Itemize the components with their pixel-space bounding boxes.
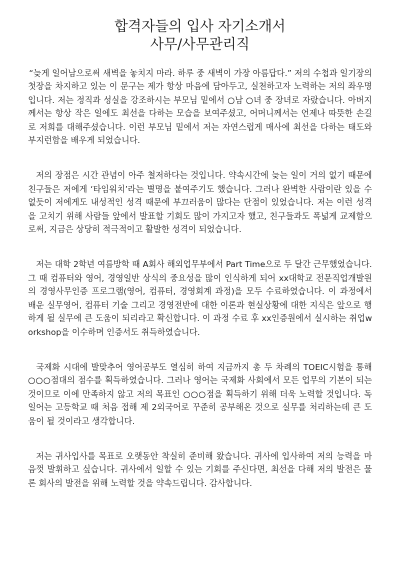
paragraph-motto-and-family: “늦게 일어남으로써 새벽을 놓치지 마라. 하루 중 새벽이 가장 아름답다.” 저의 수첩과 일기장의 첫장을 차지하고 있는 이 문구는 제가 항상 마음에 담아두고, 실천하고자 노력하는 저의 좌우명입니다. 저는 정직과 성실을 강조하시는 부모님 밑에서 ○남 ○녀 중 장녀로 자랐습니다. 아버지께서는 항상 작은 일에도 최선을 다하는 모습을 보여주셨고, 어머니께서는 언제나 따뜻한 손길로 저희를 대해주셨습니다. 이런 부모님 밑에서 저는 자연스럽게 매사에 최선을 다하는 태도와 부지런함을 배우게 되었습니다. — [28, 68, 372, 146]
paragraph-work-experience: 저는 대학 2학년 여름방학 때 A회사 해외업무부에서 Part Time으로 두 달간 근무했었습니다. 그 때 컴퓨터와 영어, 경영일반 상식의 중요성을 많이 인식하게 되어 xx대학교 전문직업개발원의 경영사무인증 프로그램(영어, 컴퓨터, 경영회계 과정)을 모두 수료하였습니다. 이 과정에서 배운 실무영어, 컴퓨터 기술 그리고 경영전반에 대한 이론과 현실상황에 대한 지식은 앞으로 행하게 될 실무에 큰 도움이 되리라고 확신합니다. 이 과정 수료 후 xx인증원에서 실시하는 취업workshop을 이수하며 인증서도 취득하였습니다. — [28, 259, 372, 337]
page-title: 합격자들의 입사 자기소개서 — [114, 19, 286, 35]
paragraph-language-skills: 국제화 시대에 발맞추어 영어공부도 열심히 하여 지금까지 총 두 차례의 TOEIC시험을 통해 ○○○점대의 점수를 획득하였습니다. 그러나 영어는 국제화 사회에서 모든 업무의 기본이 되는 것이므로 이에 만족하지 않고 저의 목표인 ○○○점을 획득하기 위해 더욱 노력할 것입니다. 독일어는 고등학교 때 처음 접해 제 2외국어로 꾸준히 공부해온 것으로 실무를 처리하는데 큰 도움이 될 것이라고 생각합니다. — [28, 361, 372, 426]
document-body — [28, 67, 372, 490]
paragraph-closing: 저는 귀사입사를 목표로 오랫동안 착실히 준비해 왔습니다. 귀사에 입사하여 저의 능력을 마음껏 발휘하고 싶습니다. 귀사에서 일할 수 있는 기회를 주신다면, 최선을 다해 저의 발전은 물론 회사의 발전을 위해 노력할 것을 약속드립니다. 감사합니다. — [28, 450, 372, 488]
paragraph-strengths: 저의 장점은 시간 관념이 아주 철저하다는 것입니다. 약속시간에 늦는 일이 거의 없기 때문에 친구들은 저에게 ‘타임워치’라는 별명을 붙여주기도 했습니다. 그러나 완벽한 사람이란 있을 수 없듯이 저에게도 내성적인 성격 때문에 부끄러움이 많다는 단점이 있었습니다. 저는 이런 성격을 고치기 위해 사람들 앞에서 발표할 기회도 많이 가지고자 했고, 친구들과도 폭넓게 교제함으로써, 지금은 상당히 적극적이고 활발한 성격이 되었습니다. — [28, 170, 372, 235]
page-subtitle: 사무/사무관리직 — [150, 37, 250, 53]
